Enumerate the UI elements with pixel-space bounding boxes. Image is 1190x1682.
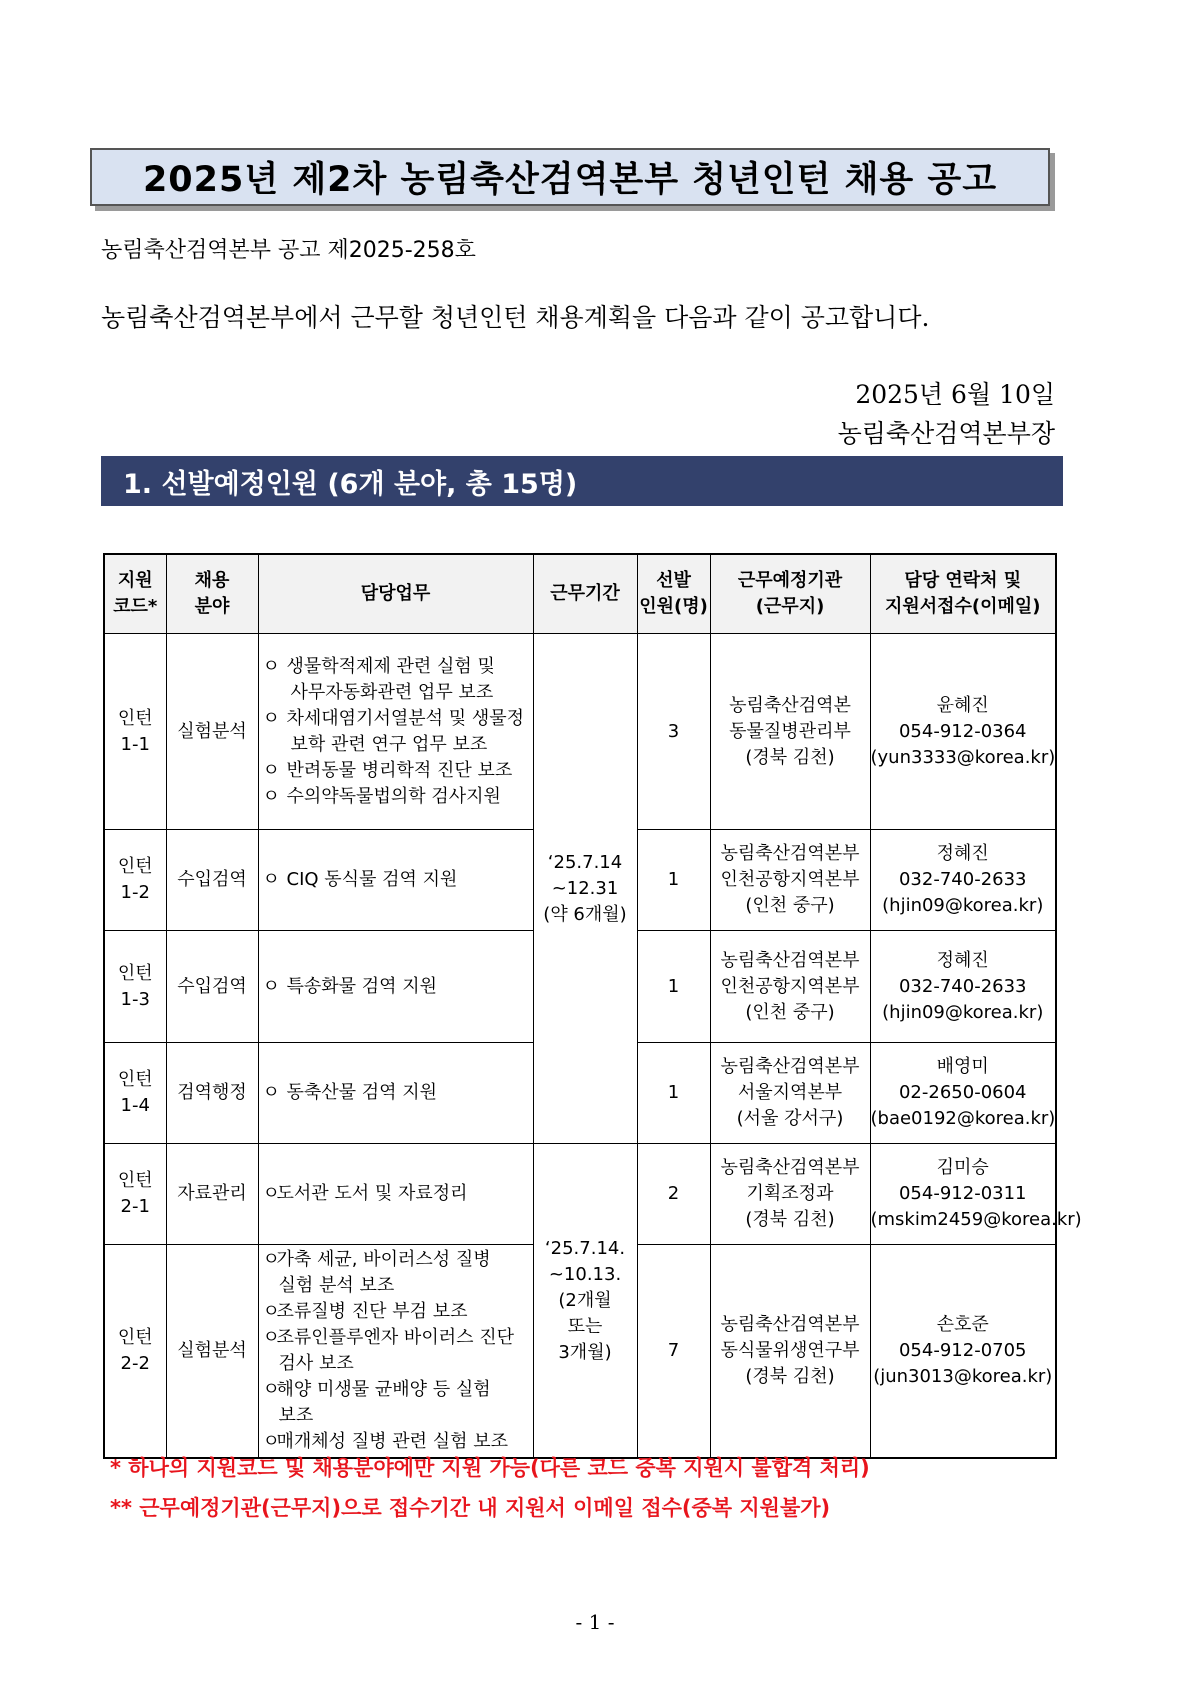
bullet-icon: ㅇ [262,759,280,781]
cell-contact: 정혜진 032-740-2633 (hjin09@korea.kr) [870,931,1056,1043]
signer: 농림축산검역본부장 [837,419,1055,448]
page-number: - 1 - [575,1610,615,1634]
cell-contact: 정혜진 032-740-2633 (hjin09@korea.kr) [870,830,1056,931]
cell-count: 1 [637,830,710,931]
cell-duty [258,830,533,931]
cell-org: 농림축산검역본부 동식물위생연구부 (경북 김천) [710,1245,870,1459]
bullet-icon: ㅇ [262,1379,280,1400]
duty-item: ㅇ 동축산물 검역 지원 [263,1080,531,1106]
bullet-icon: ㅇ [262,785,280,807]
cell-org: 농림축산검역본부 인천공항지역본부 (인천 중구) [710,830,870,931]
bullet-icon: ㅇ [262,655,280,677]
cell-code: 인턴 1-3 [104,931,166,1043]
cell-code: 인턴 2-1 [104,1144,166,1245]
cell-code: 인턴 1-1 [104,634,166,830]
cell-code: 인턴 1-4 [104,1043,166,1144]
duty-item: ㅇ 생물학적제제 관련 실험 및 [263,654,531,680]
cell-org: 농림축산검역본부 서울지역본부 (서울 강서구) [710,1043,870,1144]
cell-duty [258,634,533,830]
duty-item: ㅇ 반려동물 병리학적 진단 보조 [263,758,531,784]
cell-org: 농림축산검역본부 인천공항지역본부 (인천 중구) [710,931,870,1043]
header-contact: 담당 연락처 및 지원서접수(이메일) [870,554,1056,634]
cell-count: 2 [637,1144,710,1245]
duty-item: 보조 [278,1405,314,1426]
cell-code: 인턴 2-2 [104,1245,166,1459]
page-title: 2025년 제2차 농림축산검역본부 청년인턴 채용 공고 [90,148,1050,206]
header-org: 근무예정기관 (근무지) [710,554,870,634]
duty-item: ㅇ 차세대염기서열분석 및 생물정 [263,706,531,732]
header-period: 근무기간 [533,554,637,634]
bullet-icon: ㅇ [262,1327,280,1348]
notice-date: 2025년 6월 10일 [855,380,1055,409]
cell-duty [258,1144,533,1245]
header-field: 채용 분야 [166,554,258,634]
cell-code: 인턴 1-2 [104,830,166,931]
duty-item: 사무자동화관련 업무 보조 [290,681,494,703]
cell-period: ‘25.7.14 ~12.31 (약 6개월) [533,634,637,1144]
duty-item: ㅇ 수의약독물법의학 검사지원 [263,784,531,810]
bullet-icon: ㅇ [262,1249,280,1270]
cell-count: 1 [637,1043,710,1144]
cell-field: 실험분석 [166,1245,258,1459]
cell-contact: 손호준 054-912-0705 (jun3013@korea.kr) [870,1245,1056,1459]
cell-duty [258,931,533,1043]
duty-item: 보학 관련 연구 업무 보조 [290,733,488,755]
header-count: 선발 인원(명) [637,554,710,634]
duty-item: ㅇ매개체성 질병 관련 실험 보조 [263,1429,531,1455]
cell-field: 수입검역 [166,931,258,1043]
bullet-icon: ㅇ [262,1301,280,1322]
cell-field: 자료관리 [166,1144,258,1245]
header-code: 지원 코드* [104,554,166,634]
intro-text: 농림축산검역본부에서 근무할 청년인턴 채용계획을 다음과 같이 공고합니다. [101,303,930,332]
duty-item: ㅇ 특송화물 검역 지원 [263,974,531,1000]
duty-item: ㅇ도서관 도서 및 자료정리 [263,1181,531,1207]
recruitment-table [103,553,1082,1459]
header-duty: 담당업무 [258,554,533,634]
cell-field: 검역행정 [166,1043,258,1144]
bullet-icon: ㅇ [262,975,280,997]
cell-org: 농림축산검역본부 기획조정과 (경북 김천) [710,1144,870,1245]
bullet-icon: ㅇ [262,707,280,729]
cell-contact: 윤혜진 054-912-0364 (yun3333@korea.kr) [870,634,1056,830]
cell-field: 수입검역 [166,830,258,931]
bullet-icon: ㅇ [262,1183,280,1204]
table-header-row [104,554,1056,634]
cell-count: 1 [637,931,710,1043]
cell-duty [258,1245,533,1459]
duty-item: ㅇ CIQ 동식물 검역 지원 [263,867,531,893]
table-row [104,634,1056,830]
duty-item: 검사 보조 [278,1353,354,1374]
cell-contact: 배영미 02-2650-0604 (bae0192@korea.kr) [870,1043,1056,1144]
duty-item: ㅇ해양 미생물 균배양 등 실험 [263,1377,531,1403]
cell-contact: 김미승 054-912-0311 (mskim2459@korea.kr) [870,1144,1056,1245]
duty-item: ㅇ가축 세균, 바이러스성 질병 [263,1247,531,1273]
bullet-icon: ㅇ [262,869,280,890]
cell-org: 농림축산검역본 동물질병관리부 (경북 김천) [710,634,870,830]
notice-number: 농림축산검역본부 공고 제2025-258호 [101,238,476,263]
cell-count: 7 [637,1245,710,1459]
bullet-icon: ㅇ [262,1431,280,1452]
cell-period: ‘25.7.14. ~10.13. (2개월 또는 3개월) [533,1144,637,1459]
duty-item: ㅇ조류질병 진단 부검 보조 [263,1299,531,1325]
cell-duty [258,1043,533,1144]
duty-item: ㅇ조류인플루엔자 바이러스 진단 [263,1325,531,1351]
bullet-icon: ㅇ [262,1082,280,1103]
note-2: ** 근무예정기관(근무지)으로 접수기간 내 지원서 이메일 접수(중복 지원불가) [110,1496,831,1520]
cell-count: 3 [637,634,710,830]
cell-field: 실험분석 [166,634,258,830]
table-row [104,1144,1056,1245]
note-1: * 하나의 지원코드 및 채용분야에만 지원 가능(다른 코드 중복 지원시 불합격 처리) [110,1456,870,1480]
duty-item: 실험 분석 보조 [278,1275,395,1296]
section-heading: 1. 선발예정인원 (6개 분야, 총 15명) [101,456,1063,506]
